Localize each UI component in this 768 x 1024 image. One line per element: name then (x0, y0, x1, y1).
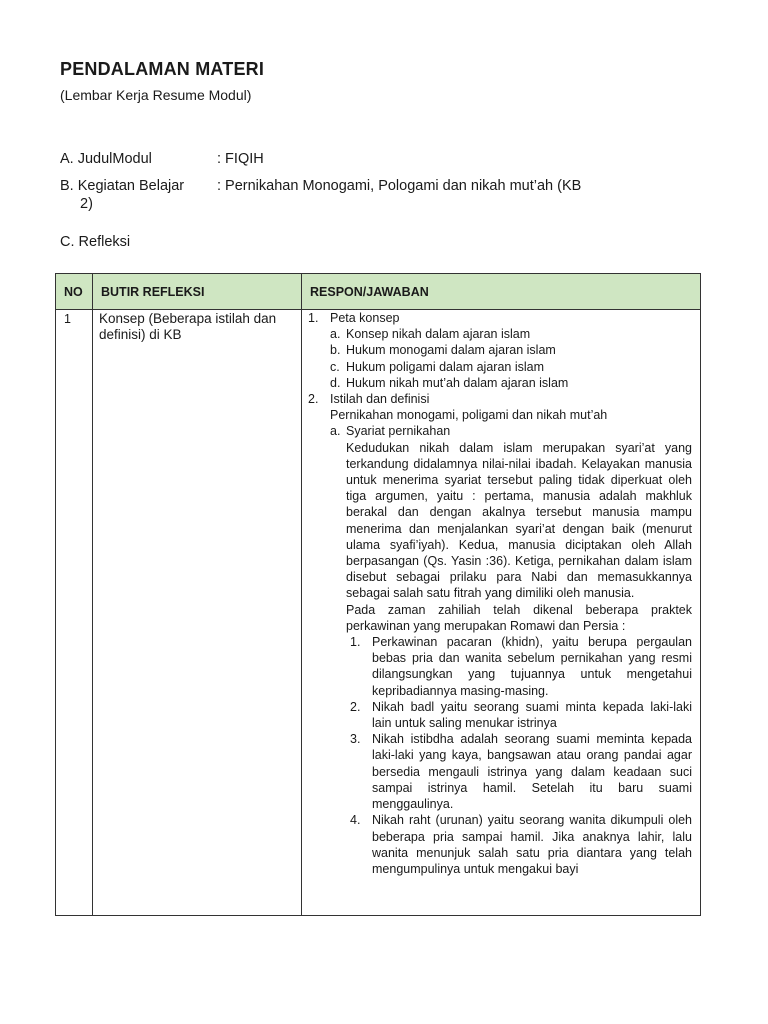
subsection-syariat: a. Syariat pernikahan (330, 424, 451, 439)
page-subtitle: (Lembar Kerja Resume Modul) (60, 87, 252, 103)
page-title: PENDALAMAN MATERI (60, 59, 265, 79)
list-item: 1. Perkawinan pacaran (khidn), yaitu berupa pergaulan bebas pria dan wanita sebelum pernikahan yang resmi dilangsungkan yang tujuannya untuk mengetahui kepribadiannya masing-masing. (350, 635, 692, 698)
list-item: 2. Nikah badl yaitu seorang suami minta kepada laki-laki lain untuk saling menukar istrinya (350, 699, 692, 731)
paragraph-syariat: Kedudukan nikah dalam islam merupakan syari’at yang terkandung didalamnya nilai-nilai ibadah. Kelayakan manusia untuk menerima syariat tersebut paling tidak diperkuat oleh tiga argumen, yaitu : pertama, manusia adalah makhluk berakal dan dengan akalnya tersebut manusia mampu menerima dan menjalankan syari’at dengan baik (menurut ulama syafi’iyah). Kedua, manusia diciptakan oleh Allah berpasangan (Qs. Yasin :36). Ketiga, pernikahan dalam islam disebut sebagai prilaku para Nabi dan memasukkannya sebagai salah satu fitrah yang dimiliki oleh manusia. (346, 440, 692, 601)
response-content (302, 310, 700, 915)
section-terms: 2. Istilah dan definisi (308, 392, 430, 407)
module-title-value: : FIQIH (217, 151, 264, 167)
learning-activity-row (60, 178, 710, 218)
row-respon-cell (302, 310, 701, 916)
header-butir: BUTIR REFLEKSI (93, 274, 302, 310)
paragraph-jahiliah: Pada zaman zahiliah telah dikenal beberapa praktek perkawinan yang merupakan Romawi dan Persia : (346, 602, 692, 633)
list-item: 3. Nikah istibdha adalah seorang suami meminta kepada laki-laki yang kaya, bangsawan atau orang pandai agar bersedia mengauli istrinya yang dalam keadaan suci sampai istrinya hamil. Setelah itu baru suami menggaulinya. (350, 732, 692, 812)
list-item: d. Hukum nikah mut’ah dalam ajaran islam (330, 375, 569, 390)
concept-map-list (308, 326, 692, 391)
header-no: NO (56, 274, 93, 310)
header-respon: RESPON/JAWABAN (302, 274, 701, 310)
section-concept-map: 1. Peta konsep (308, 311, 400, 325)
module-title-row (60, 151, 710, 171)
marriage-practices-list (308, 634, 692, 877)
reflection-table (55, 273, 701, 916)
learning-activity-label: B. Kegiatan Belajar (60, 178, 185, 194)
table-header-row (56, 274, 701, 310)
reflection-heading: C. Refleksi (60, 234, 131, 250)
row-butir-cell (93, 310, 302, 916)
list-item: c. Hukum poligami dalam ajaran islam (330, 359, 544, 374)
module-title-label: A. JudulModul (60, 151, 152, 167)
row-butir: Konsep (Beberapa istilah dan definisi) di KB (99, 311, 277, 342)
list-item: 4. Nikah raht (urunan) yaitu seorang wanita dikumpuli oleh beberapa pria sampai hamil. Jika anaknya lahir, lalu wanita menunjuk salah satu pria diantara yang telah mengumpulinya untuk mengakui bayi (350, 813, 692, 876)
list-item: b. Hukum monogami dalam ajaran islam (330, 343, 556, 358)
list-item: a. Konsep nikah dalam ajaran islam (330, 327, 531, 342)
learning-activity-value: : Pernikahan Monogami, Pologami dan nikah mut’ah (KB (217, 178, 582, 194)
row-no: 1 (64, 312, 71, 326)
learning-activity-value-cont: 2) (80, 196, 93, 212)
row-no-cell (56, 310, 93, 916)
terms-subtitle: Pernikahan monogami, poligami dan nikah mut’ah (330, 408, 608, 423)
table-row (56, 310, 701, 916)
